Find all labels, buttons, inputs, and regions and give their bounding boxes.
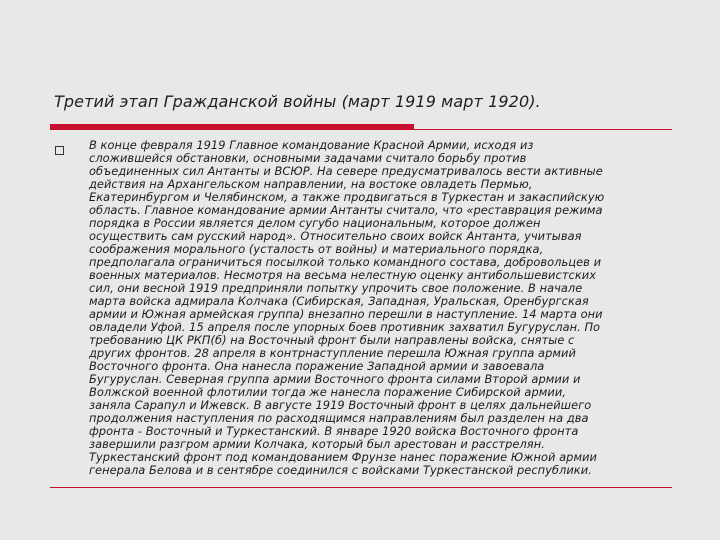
body-line: Екатеринбургом и Челябинском, а также продвигаться в Туркестан и закаспийскую <box>89 190 605 204</box>
footer-rule <box>50 487 672 488</box>
body-line: марта войска адмирала Колчака (Сибирская, Западная, Уральская, Оренбургская <box>89 294 589 308</box>
body-line: других фронтов. 28 апреля в контрнаступление перешла Южная группа армий <box>89 346 576 360</box>
body-line: предполагала ограничиться посылкой только командного состава, добровольцев и <box>89 255 602 269</box>
body-line: фронта - Восточный и Туркестанский. В январе 1920 войска Восточного фронта <box>89 424 579 438</box>
body-line: Бугуруслан. Северная группа армии Восточного фронта силами Второй армии и <box>89 372 581 386</box>
body-line: В конце февраля 1919 Главное командование Красной Армии, исходя из <box>89 138 534 152</box>
title-underline-thin <box>50 129 672 130</box>
body-line: требованию ЦК РКП(б) на Восточный фронт были направлены войска, снятые с <box>89 333 575 347</box>
body-line: Восточного фронта. Она нанесла поражение Западной армии и завоевала <box>89 359 545 373</box>
body-line: область. Главное командование армии Антанты считало, что «реставрация режима <box>89 203 603 217</box>
body-line: сил, они весной 1919 предприняли попытку упрочить свое положение. В начале <box>89 281 583 295</box>
slide-title: Третий этап Гражданской войны (март 1919 март 1920). <box>54 92 541 111</box>
body-line: армии и Южная армейская группа) внезапно перешли в наступление. 14 марта они <box>89 307 603 321</box>
body-line: соображения морального (усталость от войны) и материального порядка, <box>89 242 544 256</box>
body-line: осуществить сам русский народ». Относительно своих войск Антанта, учитывая <box>89 229 582 243</box>
body-line: военных материалов. Несмотря на весьма нелестную оценку антибольшевистских <box>89 268 596 282</box>
body-line: порядка в России является делом сугубо национальным, которое должен <box>89 216 541 230</box>
body-paragraph <box>89 139 669 477</box>
body-line: овладели Уфой. 15 апреля после упорных боев противник захватил Бугуруслан. По <box>89 320 601 334</box>
body-line: объединенных сил Антанты и ВСЮР. На севере предусматривалось вести активные <box>89 164 603 178</box>
body-line: сложившейся обстановки, основными задачами считало борьбу против <box>89 151 527 165</box>
body-line: Волжской военной флотилии тогда же нанесла поражение Сибирской армии, <box>89 385 566 399</box>
body-line: Туркестанский фронт под командованием Фрунзе нанес поражение Южной армии <box>89 450 598 464</box>
body-line: завершили разгром армии Колчака, который был арестован и расстрелян. <box>89 437 545 451</box>
body-line: генерала Белова и в сентябре соединился с войсками Туркестанской республики. <box>89 463 592 477</box>
body-line: продолжения наступления по расходящимся направлениям был разделен на два <box>89 411 589 425</box>
body-line: заняла Сарапул и Ижевск. В августе 1919 Восточный фронт в целях дальнейшего <box>89 398 592 412</box>
hollow-square-bullet-icon <box>55 146 64 155</box>
body-line: действия на Архангельском направлении, на востоке овладеть Пермью, <box>89 177 533 191</box>
